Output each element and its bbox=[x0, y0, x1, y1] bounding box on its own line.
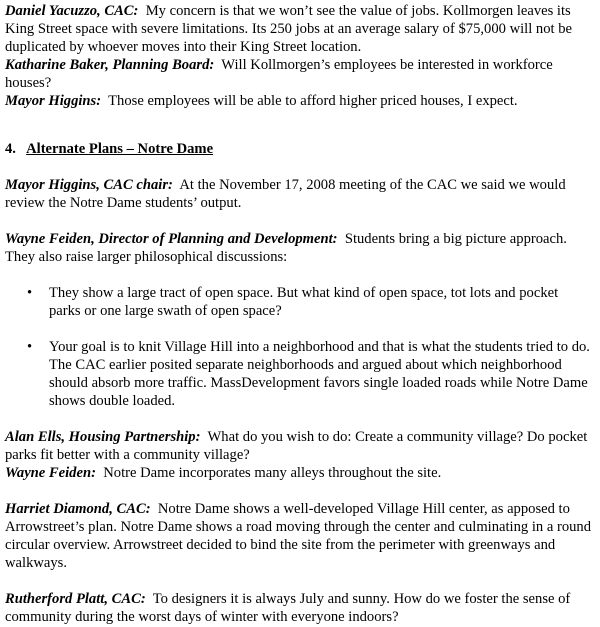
bullet-icon: • bbox=[27, 339, 33, 355]
speaker-name: Rutherford Platt, CAC: bbox=[5, 591, 146, 607]
minutes-entry bbox=[5, 230, 593, 266]
minutes-entry bbox=[5, 428, 593, 464]
speaker-name: Mayor Higgins: bbox=[5, 93, 102, 109]
entry-text: Students bring a big picture approach. They also raise larger philosophical discussions: bbox=[5, 231, 567, 265]
minutes-entry bbox=[5, 464, 593, 482]
entry-text: My concern is that we won’t see the value of jobs. Kollmorgen leaves its King Street space with severe limitations. Its 250 jobs at an average salary of $75,000 will not be duplicated by whoever moves into their King Street location. bbox=[5, 3, 572, 55]
entry-text: To designers it is always July and sunny. How do we foster the sense of community during the worst days of winter with everyone indoors? bbox=[5, 591, 571, 625]
list-spacer bbox=[5, 320, 593, 338]
speaker-name: Wayne Feiden: bbox=[5, 465, 96, 481]
entry-text: Notre Dame incorporates many alleys throughout the site. bbox=[103, 465, 442, 481]
minutes-entry bbox=[5, 92, 593, 110]
speaker-name: Daniel Yacuzzo, CAC: bbox=[5, 3, 139, 19]
speaker-name: Katharine Baker, Planning Board: bbox=[5, 57, 215, 73]
section-title: Alternate Plans – Notre Dame bbox=[26, 141, 214, 157]
speaker-name: Alan Ells, Housing Partnership: bbox=[5, 429, 201, 445]
minutes-entry bbox=[5, 176, 593, 212]
minutes-entry bbox=[5, 500, 593, 572]
entry-text: What do you wish to do: Create a community village? Do pocket parks fit better with a community village? bbox=[5, 429, 588, 463]
bullet-icon: • bbox=[27, 285, 33, 301]
bullet-list bbox=[5, 284, 593, 410]
entry-text: Those employees will be able to afford higher priced houses, I expect. bbox=[108, 93, 518, 109]
list-item-text: They show a large tract of open space. But what kind of open space, tot lots and pocket parks or one large swath of open space? bbox=[49, 285, 559, 319]
minutes-entry bbox=[5, 56, 593, 92]
list-item-text: Your goal is to knit Village Hill into a neighborhood and that is what the students tried to do. The CAC earlier posited separate neighborhoods and argued about which neighborhood should absorb more traffic. MassDevelopment favors single loaded roads while Notre Dame shows double loaded. bbox=[49, 339, 590, 409]
speaker-name: Mayor Higgins, CAC chair: bbox=[5, 177, 173, 193]
section-number: 4. bbox=[5, 141, 16, 157]
speaker-name: Harriet Diamond, CAC: bbox=[5, 501, 151, 517]
entry-text: Notre Dame shows a well-developed Village Hill center, as apposed to Arrowstreet’s plan. Notre Dame shows a road moving through the center and culminating in a round circular overview. Arrowstreet decided to bind the site from the perimeter with greenways and walkways. bbox=[5, 501, 592, 571]
entry-text: At the November 17, 2008 meeting of the CAC we said we would review the Notre Dame students’ output. bbox=[5, 177, 566, 211]
list-item bbox=[5, 338, 593, 410]
entry-text: Will Kollmorgen’s employees be interested in workforce houses? bbox=[5, 57, 553, 91]
section-heading bbox=[5, 140, 593, 158]
list-item bbox=[5, 284, 593, 320]
minutes-entry bbox=[5, 590, 593, 626]
speaker-name: Wayne Feiden, Director of Planning and Development: bbox=[5, 231, 338, 247]
minutes-entry bbox=[5, 2, 593, 56]
